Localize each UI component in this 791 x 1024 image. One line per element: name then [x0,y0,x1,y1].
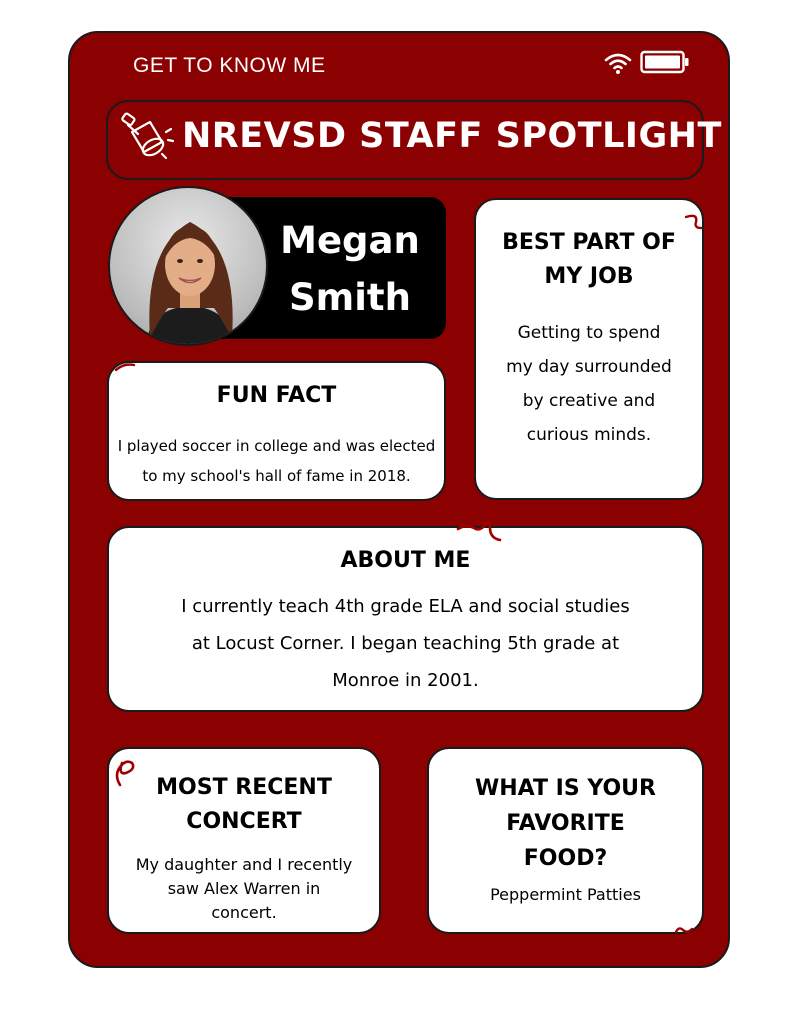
recent-concert-title [109,771,379,839]
recent-concert-body [109,853,379,925]
recent-concert-body-line: concert. [211,903,277,922]
fun-fact-body [109,431,444,491]
squiggle-decoration [456,520,502,544]
recent-concert-title-line: CONCERT [186,809,302,834]
squiggle-decoration [684,214,704,232]
recent-concert-card [107,747,381,934]
about-me-body [109,588,702,699]
first-name: Megan [280,219,420,262]
best-part-body-line: curious minds. [526,425,652,445]
squiggle-decoration [112,755,138,789]
best-part-title-line: BEST PART OF [502,230,676,255]
last-name: Smith [289,276,411,319]
wifi-icon [603,51,633,75]
recent-concert-title-line: MOST RECENT [156,775,332,800]
favorite-food-card [427,747,704,934]
avatar [108,186,268,346]
favorite-food-title-line: FAVORITE [506,811,625,836]
best-part-body [476,316,702,452]
squiggle-decoration [673,924,695,938]
banner-title: NREVSD STAFF SPOTLIGHT [182,116,722,156]
about-me-body-line: Monroe in 2001. [332,670,479,691]
best-part-title [476,226,702,294]
fun-fact-body-line: to my school's hall of fame in 2018. [142,467,411,485]
staff-name [270,212,430,326]
favorite-food-body: Peppermint Patties [490,885,641,904]
best-part-body-line: Getting to spend [517,323,661,343]
spotlight-icon [116,110,174,168]
fun-fact-card [107,361,446,501]
best-part-card [474,198,704,500]
favorite-food-title-line: FOOD? [523,846,608,871]
battery-icon [640,50,690,74]
best-part-body-line: my day surrounded [506,357,672,377]
squiggle-decoration [114,361,138,373]
recent-concert-body-line: saw Alex Warren in [167,879,321,898]
best-part-body-line: by creative and [522,391,656,411]
best-part-title-line: MY JOB [544,264,634,289]
about-me-body-line: at Locust Corner. I began teaching 5th grade at [191,633,620,654]
about-me-card [107,526,704,712]
about-me-title: ABOUT ME [340,548,471,573]
status-bar-label: GET TO KNOW ME [133,54,326,77]
fun-fact-title: FUN FACT [216,383,337,408]
recent-concert-body-line: My daughter and I recently [135,855,353,874]
favorite-food-title-line: WHAT IS YOUR [474,776,656,801]
avatar-portrait [110,188,268,346]
about-me-body-line: I currently teach 4th grade ELA and social studies [181,596,630,617]
fun-fact-body-line: I played soccer in college and was elected [117,437,436,455]
favorite-food-title [429,771,702,876]
